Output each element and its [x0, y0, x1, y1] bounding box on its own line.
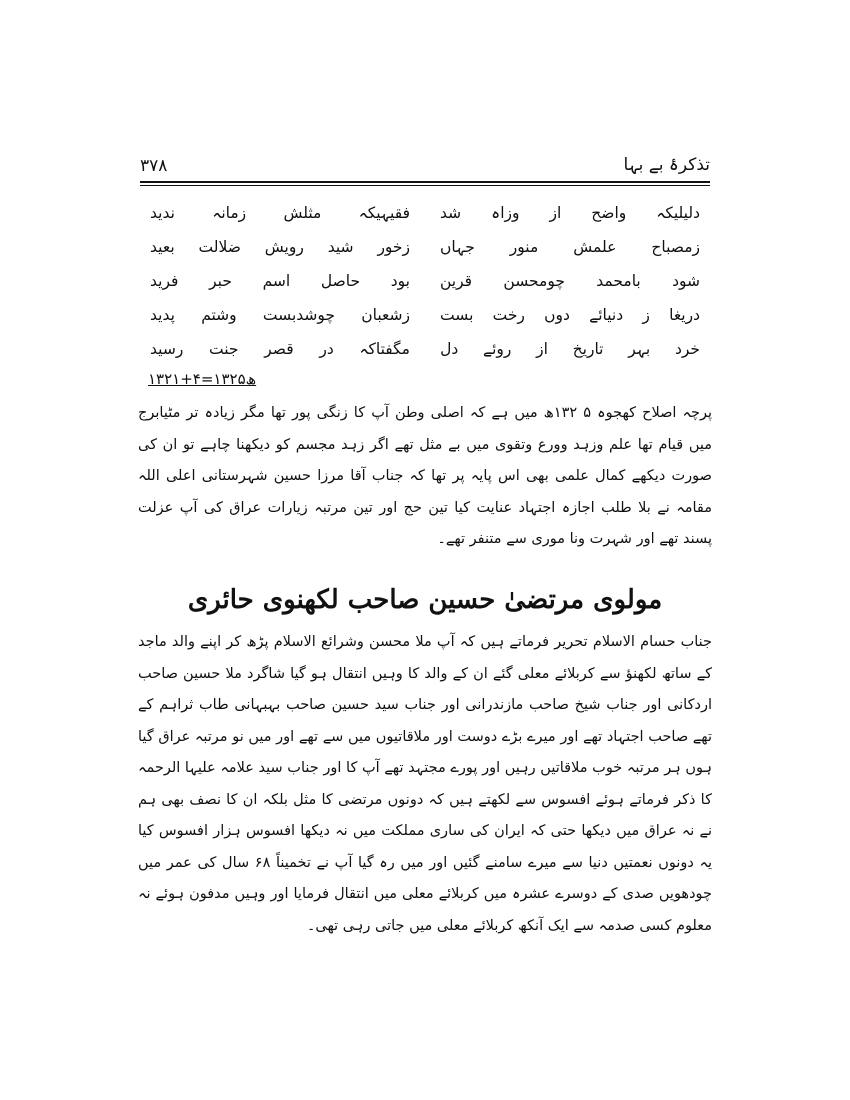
- verse-word: تاریخ: [572, 340, 604, 358]
- running-title: تذکرۂ بے بہا: [623, 155, 710, 175]
- verse-word: زمانہ: [212, 204, 247, 222]
- page-header: [140, 150, 710, 180]
- verse-word: از: [549, 204, 562, 222]
- verse-word: دل: [440, 340, 459, 358]
- verse-word: زخور: [377, 238, 410, 256]
- verse-hemistich-right: [440, 196, 700, 230]
- verse-word: پدید: [150, 306, 175, 324]
- verse-word: فرید: [150, 272, 179, 290]
- verse-word: شد: [440, 204, 462, 222]
- verse-word: علمش: [573, 238, 617, 256]
- chronogram-date: ۱۳۲۱+۴=۱۳۲۵ھ: [148, 370, 257, 388]
- verse-hemistich-left: [150, 196, 410, 230]
- verse-word: چومحسن: [503, 272, 565, 290]
- verse-word: بامحمد: [596, 272, 641, 290]
- verse-row: [150, 298, 700, 332]
- verse-word: وزاہ: [491, 204, 520, 222]
- verse-word: دلیلیکہ: [656, 204, 700, 222]
- verse-row: [150, 332, 700, 366]
- verse-word: شید: [327, 238, 354, 256]
- verse-word: دریغا: [669, 306, 700, 324]
- page-number: ۳۷۸: [140, 156, 168, 176]
- verse-block: [150, 196, 700, 366]
- verse-word: حاصل: [320, 272, 361, 290]
- verse-word: ضلالت: [198, 238, 241, 256]
- verse-word: مگفتاکہ: [359, 340, 410, 358]
- verse-hemistich-right: [440, 332, 700, 366]
- verse-word: رسید: [150, 340, 184, 358]
- verse-word: حبر: [209, 272, 232, 290]
- verse-word: واضح: [591, 204, 627, 222]
- verse-word: در: [319, 340, 334, 358]
- verse-word: چوشدبست: [262, 306, 335, 324]
- verse-word: بہر: [628, 340, 651, 358]
- verse-word: قصر: [264, 340, 294, 358]
- verse-word: زمصباح: [651, 238, 700, 256]
- verse-hemistich-left: [150, 264, 410, 298]
- verse-word: دنیائے: [589, 306, 624, 324]
- verse-word: دوں: [544, 306, 570, 324]
- verse-word: فقیہیکہ: [358, 204, 410, 222]
- verse-word: بست: [440, 306, 474, 324]
- verse-word: مثلش: [283, 204, 322, 222]
- verse-word: منور: [509, 238, 539, 256]
- verse-word: روئے: [482, 340, 512, 358]
- verse-hemistich-left: [150, 332, 410, 366]
- verse-hemistich-right: [440, 298, 700, 332]
- header-rule-thin: [140, 185, 710, 186]
- verse-word: از: [536, 340, 548, 358]
- verse-word: اسم: [262, 272, 291, 290]
- verse-hemistich-right: [440, 230, 700, 264]
- verse-row: [150, 196, 700, 230]
- verse-word: بود: [390, 272, 410, 290]
- verse-word: جنت: [209, 340, 239, 358]
- verse-hemistich-right: [440, 264, 700, 298]
- verse-word: جہاں: [440, 238, 475, 256]
- section-heading: مولوی مرتضیٰ حسین صاحب لکھنوی حائری: [187, 585, 663, 615]
- verse-word: بعید: [150, 238, 175, 256]
- verse-row: [150, 230, 700, 264]
- verse-word: شود: [672, 272, 700, 290]
- verse-word: ندید: [150, 204, 175, 222]
- header-rule: [140, 181, 710, 183]
- verse-word: قرین: [440, 272, 473, 290]
- verse-word: خرد: [674, 340, 700, 358]
- verse-row: [150, 264, 700, 298]
- verse-word: زشعبان: [361, 306, 410, 324]
- verse-hemistich-left: [150, 230, 410, 264]
- body-paragraph: جناب حسام الاسلام تحریر فرماتے ہیں کہ آپ ملا محسن وشرائع الاسلام پڑھ کر اپنے والد ماجد کے ساتھ لکھنؤ سے کربلائے معلی گئے ان کے والد کا وہیں انتقال ہو گیا شاگرد ملا حسین صاحب اردکانی اور جناب شیخ صاحب مازندرانی اور جناب سید حسین صاحب بہبہانی طاب ثراہم کے تھے صاحب اجتہاد تھے اور میرے بڑے دوست اور ملاقاتیوں میں سے تھے اور میں نو مرتبہ عراق گیا ہوں ہر مرتبہ خوب ملاقاتیں رہیں اور پورے مجتہد تھے آپ کا اور جناب سید علامہ علیہا الرحمہ کا ذکر فرماتے ہوئے افسوس سے لکھتے ہیں کہ دونوں مرتضی کا مثل بلکہ ان کا نصف بھی ہم نے نہ عراق میں دیکھا حتی کہ ایران کی ساری مملکت میں نہ دیکھا افسوس ہزار افسوس کیا یہ دونوں نعمتیں دنیا سے میرے سامنے گئیں اور میں رہ گیا آپ نے تخمیناً ۶۸ سال کی عمر میں چودھویں صدی کے دوسرے عشرہ میں کربلائے معلی میں انتقال فرمایا اور وہیں مدفون ہوئے نہ معلوم کسی صدمہ سے ایک آنکھ کربلائے معلی میں جاتی رہی تھی۔: [138, 634, 712, 934]
- verse-word: وشتم: [201, 306, 237, 324]
- body-paragraph: پرچہ اصلاح کھجوہ ۵ ۱۳۲ھ میں ہے کہ اصلی وطن آپ کا زنگی پور تھا مگر زیادہ تر مٹیابرج میں قیام تھا علم وزہد وورع وتقوی میں بے مثل تھے اگر زہد مجسم کو دیکھنا چاہے تو ان کی صورت دیکھے کمال علمی بھی اس پایہ پر تھا کہ جناب آقا مرزا حسین شہرستانی اعلی اللہ مقامہ نے بلا طلب اجازہ اجتہاد عنایت کیا تین حج اور تین مرتبہ زیارات عراق کی آپ عزلت پسند تھے اور شہرت ونا موری سے متنفر تھے۔: [138, 405, 713, 547]
- verse-hemistich-left: [150, 298, 410, 332]
- verse-word: رخت: [492, 306, 525, 324]
- verse-word: رویش: [264, 238, 304, 256]
- verse-word: ز: [642, 306, 650, 324]
